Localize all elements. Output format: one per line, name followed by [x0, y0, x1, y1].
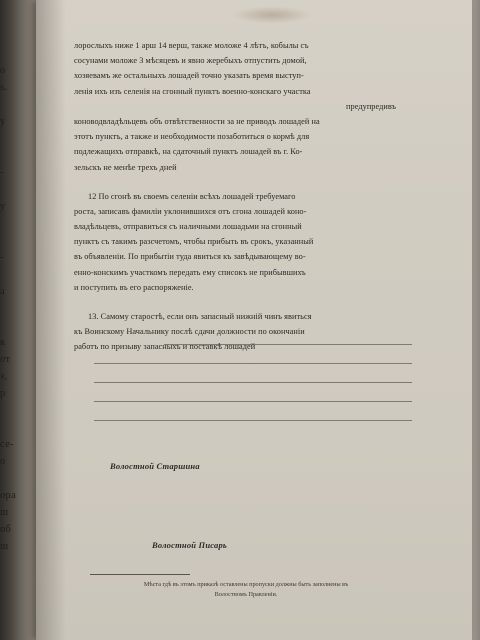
text-line: и поступить въ его распоряженіе.: [74, 282, 194, 292]
text-line: роста, записавъ фамиліи уклонившихся отъ сгона лошадей коно-: [74, 206, 307, 216]
paragraph-gap: [74, 295, 404, 309]
left-page-fragment: [0, 300, 24, 317]
footnote-line-2: Волостномъ Правленіи.: [214, 591, 278, 598]
text-line: этотъ пунктъ, а также и необходимости позаботиться о кормѣ для: [74, 132, 310, 142]
left-page-fragment: з,: [0, 371, 8, 382]
left-page-fragment: к: [0, 337, 6, 348]
left-page-fragment: об: [0, 524, 12, 535]
text-line: 12 По сгонѣ въ своемъ селеніи всѣхъ лошадей требуемаго: [88, 191, 296, 201]
text-line: ленія ихъ изъ селенія на сгонный пунктъ военно-конскаго участка: [74, 86, 311, 96]
left-page-fragment: [0, 402, 24, 419]
paragraph-12: [74, 189, 404, 295]
blank-line: [94, 383, 412, 402]
text-line: 13. Самому старостѣ, если онъ запасный нижній чинъ явиться: [88, 312, 312, 321]
left-page-text-fragments: [0, 62, 24, 555]
left-underlying-page: [0, 0, 36, 640]
left-page-fragment: ш: [0, 541, 9, 552]
signature-volost-clerk: Волостной Писарь: [152, 540, 228, 550]
text-line: лорослыхъ ниже 1 арш 14 верш, также моложе 4 лѣтъ, кобылы съ: [74, 41, 309, 50]
text-line: енно-конскимъ участкомъ передать ему списокъ не прибывшихъ: [74, 267, 306, 277]
blank-line: [94, 402, 412, 421]
document-body: [74, 38, 404, 355]
document-page: [36, 0, 472, 640]
footnote-line-1: Мѣста гдѣ въ этомъ приказѣ оставлены пропуски должны быть заполнены въ: [143, 581, 349, 588]
footnote-rule: [90, 574, 190, 575]
footnote: [76, 580, 416, 600]
left-page-fragment: се-: [0, 439, 14, 450]
blank-line: [94, 345, 412, 364]
left-page-fragment: [0, 215, 24, 232]
blank-fill-lines: [94, 326, 412, 421]
left-page-fragment: [0, 470, 24, 487]
left-page-fragment: ора: [0, 490, 17, 501]
left-page-fragment: y: [0, 116, 6, 127]
left-page-fragment: [0, 130, 24, 147]
left-page-fragment: -: [0, 252, 4, 263]
text-line: зельскъ не менѣе трехъ дней: [74, 162, 177, 172]
left-page-fragment: ш: [0, 507, 9, 518]
left-page-fragment: y: [0, 201, 6, 212]
left-page-fragment: [0, 181, 24, 198]
text-line: предупредивъ: [346, 101, 396, 111]
paragraph-continuation: [74, 38, 404, 175]
left-page-fragment: [0, 147, 24, 164]
left-page-fragment: [0, 317, 24, 334]
blank-line: [94, 364, 412, 383]
text-line: подлежащихъ отправкѣ, на сдаточный пунктъ лошадей въ г. Ко-: [74, 147, 303, 157]
left-page-fragment: [0, 232, 24, 249]
text-line: къ Воинскому Начальнику послѣ сдачи должности по окончаніи: [74, 327, 305, 337]
paper-stain: [232, 6, 312, 24]
signature-volost-elder: Волостной Старшина: [110, 461, 200, 471]
left-page-fragment: s.: [0, 82, 8, 93]
text-line: коноводвладѣльцевъ объ отвѣтственности за не приводъ лошадей на: [74, 116, 320, 126]
left-page-fragment: -: [0, 167, 4, 178]
left-page-fragment: [0, 419, 24, 436]
left-page-fragment: [0, 266, 24, 283]
text-line: въ объявленіи. По прибытіи туда явиться къ завѣдывающему во-: [74, 252, 306, 262]
left-page-fragment: [0, 96, 24, 113]
text-line: владѣльцевъ, отправиться съ наличными лошадьми на сгонный: [74, 222, 302, 232]
left-page-fragment: от: [0, 354, 11, 365]
text-line: хозяевамъ же остальныхъ лошадей точно указать время выступ-: [74, 71, 304, 81]
left-page-fragment: о: [0, 456, 6, 467]
left-page-fragment: р: [0, 388, 6, 399]
blank-line: [164, 326, 412, 345]
left-page-fragment: o: [0, 65, 6, 76]
text-line: сосунами моложе 3 мѣсяцевъ и явно жеребыхъ отпустить домой,: [74, 56, 307, 66]
text-line: работъ по призыву запасныхъ и поставкѣ лошадей: [74, 342, 256, 352]
left-page-fragment: a: [0, 286, 5, 297]
text-line: пунктъ съ такимъ разсчетомъ, чтобы прибыть въ срокъ, указанный: [74, 237, 314, 247]
paragraph-gap: [74, 175, 404, 189]
